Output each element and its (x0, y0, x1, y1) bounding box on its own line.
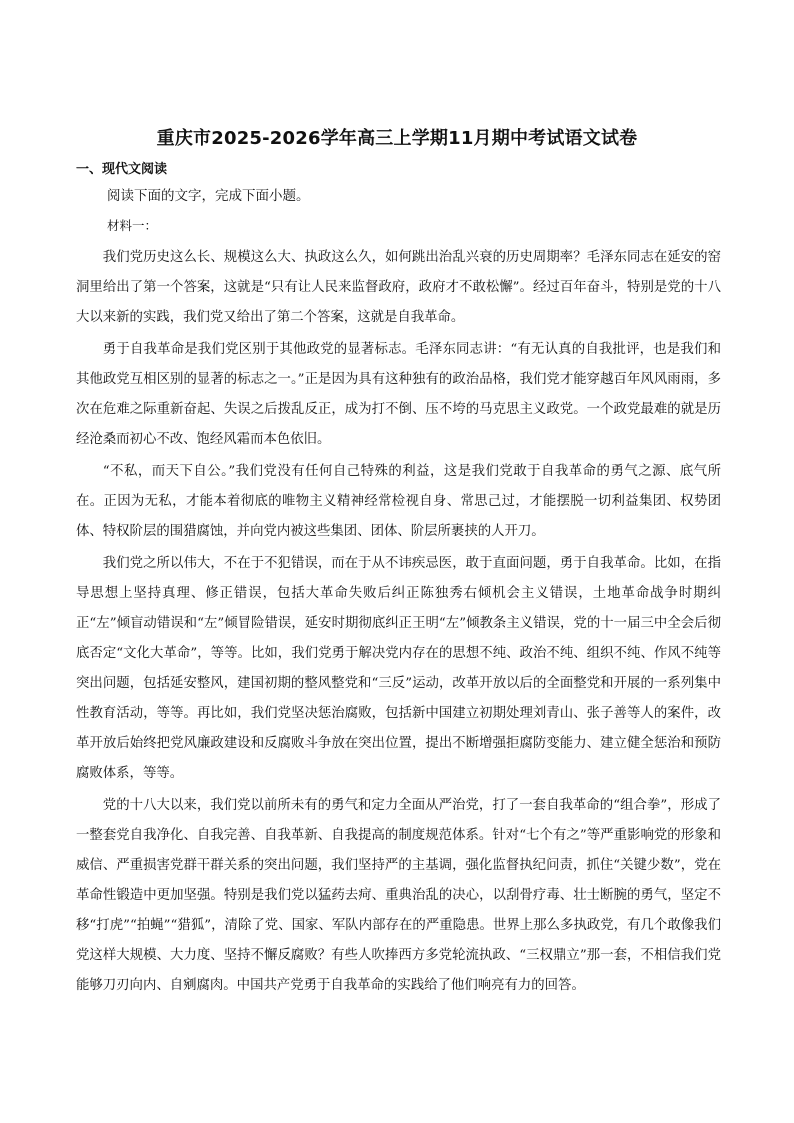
document-title: 重庆市2025-2026学年高三上学期11月期中考试语文试卷 (156, 128, 638, 149)
section-heading: 一、现代文阅读 (76, 162, 168, 177)
paragraph: 我们党之所以伟大，不在于不犯错误，而在于从不讳疾忌医，敢于直面问题，勇于自我革命。比如，在指导思想上坚持真理、修正错误，包括大革命失败后纠正陈独秀右倾机会主义错误，土地革命战争时期纠正“左”倾盲动错误和“左”倾冒险错误，延安时期彻底纠正王明“左”倾教条主义错误，党的十一届三中全会后彻底否定“文化大革命”，等等。比如，我们党勇于解决党内存在的思想不纯、政治不纯、组织不纯、作风不纯等突出问题，包括延安整风，建国初期的整风整党和“三反”运动，改革开放以后的全面整党和开展的一系列集中性教育活动，等等。再比如，我们党坚决惩治腐败，包括新中国建立初期处理刘青山、张子善等人的案件，改革开放后始终把党风廉政建设和反腐败斗争放在突出位置，提出不断增强拒腐防变能力、建立健全惩治和预防腐败体系，等等。 (76, 556, 721, 781)
paragraph: 党的十八大以来，我们党以前所未有的勇气和定力全面从严治党，打了一套自我革命的“组合拳”，形成了一整套党自我净化、自我完善、自我革新、自我提高的制度规范体系。针对“七个有之”等严重影响党的形象和威信、严重损害党群干群关系的突出问题，我们坚持严的主基调，强化监督执纪问责，抓住“关键少数”，党在革命性锻造中更加坚强。特别是我们党以猛药去疴、重典治乱的决心，以刮骨疗毒、壮士断腕的勇气，坚定不移“打虎”“拍蝇”“猎狐”，清除了党、国家、军队内部存在的严重隐患。世界上那么多执政党，有几个敢像我们党这样大规模、大力度、坚持不懈反腐败？有些人吹捧西方多党轮流执政、“三权鼎立”那一套，不相信我们党能够刀刃向内、自剜腐肉。中国共产党勇于自我革命的实践给了他们响亮有力的回答。 (76, 798, 721, 993)
paragraph: 我们党历史这么长、规模这么大、执政这么久，如何跳出治乱兴衰的历史周期率？毛泽东同志在延安的窑洞里给出了第一个答案，这就是“只有让人民来监督政府，政府才不敢松懈”。经过百年奋斗，特别是党的十八大以来新的实践，我们党又给出了第二个答案，这就是自我革命。 (76, 250, 721, 325)
reading-instruction: 阅读下面的文字，完成下面小题。 (107, 188, 310, 204)
material-label: 材料一： (107, 218, 158, 233)
paragraph: “不私，而天下自公。”我们党没有任何自己特殊的利益，这是我们党敢于自我革命的勇气之源、底气所在。正因为无私，才能本着彻底的唯物主义精神经常检视自身、常思己过，才能摆脱一切利益集团、权势团体、特权阶层的围猎腐蚀，并向党内被这些集团、团体、阶层所裹挟的人开刀。 (76, 464, 721, 539)
paragraph: 勇于自我革命是我们党区别于其他政党的显著标志。毛泽东同志讲：“有无认真的自我批评，也是我们和其他政党互相区别的显著的标志之一。”正是因为具有这种独有的政治品格，我们党才能穿越百年风风雨雨，多次在危难之际重新奋起、失误之后拨乱反正，成为打不倒、压不垮的马克思主义政党。一个政党最难的就是历经沧桑而初心不改、饱经风霜而本色依旧。 (76, 342, 721, 447)
article-body (76, 243, 721, 1003)
